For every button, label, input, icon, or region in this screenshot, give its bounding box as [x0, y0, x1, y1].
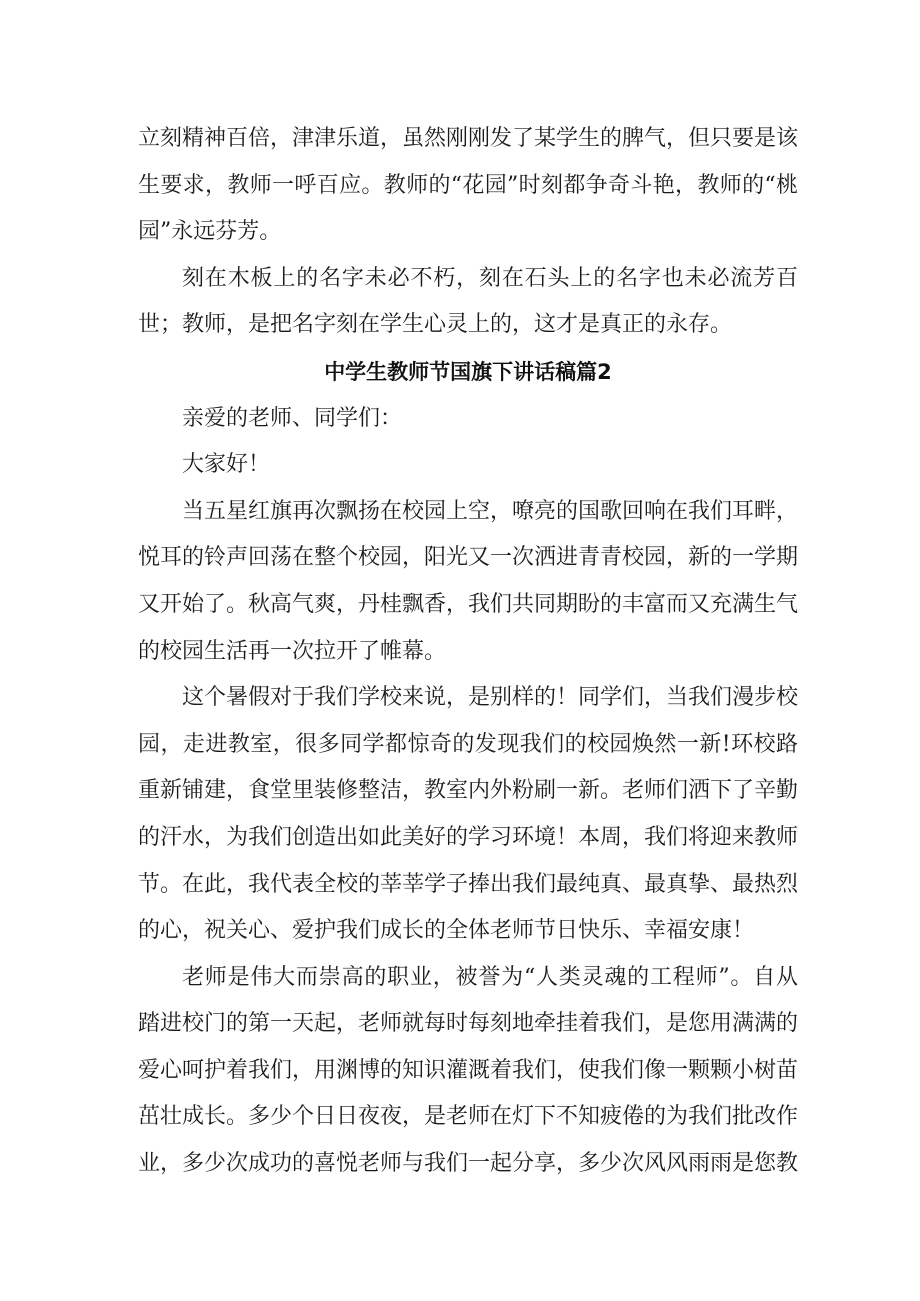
- paragraph-summer-campus: 这个暑假对于我们学校来说，是别样的！同学们，当我们漫步校园，走进教室，很多同学都惊奇的发现我们的校园焕然一新!环校路重新铺建，食堂里装修整洁，教室内外粉刷一新。老师们洒下了辛勤的汗水，为我们创造出如此美好的学习环境！本周，我们将迎来教师节。在此，我代表全校的莘莘学子捧出我们最纯真、最真挚、最热烈的心，祝关心、爱护我们成长的全体老师节日快乐、幸福安康！: [138, 685, 799, 944]
- paragraph-teacher-profession: 老师是伟大而崇高的职业，被誉为“人类灵魂的工程师”。自从踏进校门的第一天起，老师就每时每刻地牵挂着我们，是您用满满的爱心呵护着我们，用渊博的知识灌溉着我们，使我们像一颗颗小树苗茁壮成长。多少个日日夜夜，是老师在灯下不知疲倦的为我们批改作业，多少次成功的喜悦老师与我们一起分享，多少次风风雨雨是您教: [138, 964, 799, 1177]
- document-body: [138, 116, 798, 1188]
- salutation: 亲爱的老师、同学们：: [182, 405, 403, 431]
- section-title: 中学生教师节国旗下讲话稿篇2: [324, 359, 612, 384]
- paragraph-flag-raising: 当五星红旗再次飘扬在校园上空，嘹亮的国歌回响在我们耳畔，悦耳的铃声回荡在整个校园，阳光又一次洒进青青校园，新的一学期又开始了。秋高气爽，丹桂飘香，我们共同期盼的丰富而又充满生气的校园生活再一次拉开了帷幕。: [138, 498, 799, 664]
- paragraph-carved-names: 刻在木板上的名字未必不朽，刻在石头上的名字也未必流芳百世；教师，是把名字刻在学生心灵上的，这才是真正的永存。: [138, 265, 798, 338]
- greeting: 大家好！: [182, 452, 271, 478]
- paragraph-continued: 立刻精神百倍，津津乐道，虽然刚刚发了某学生的脾气，但只要是该生要求，教师一呼百应。教师的“花园”时刻都争奇斗艳，教师的“桃园”永远芬芳。: [138, 126, 799, 245]
